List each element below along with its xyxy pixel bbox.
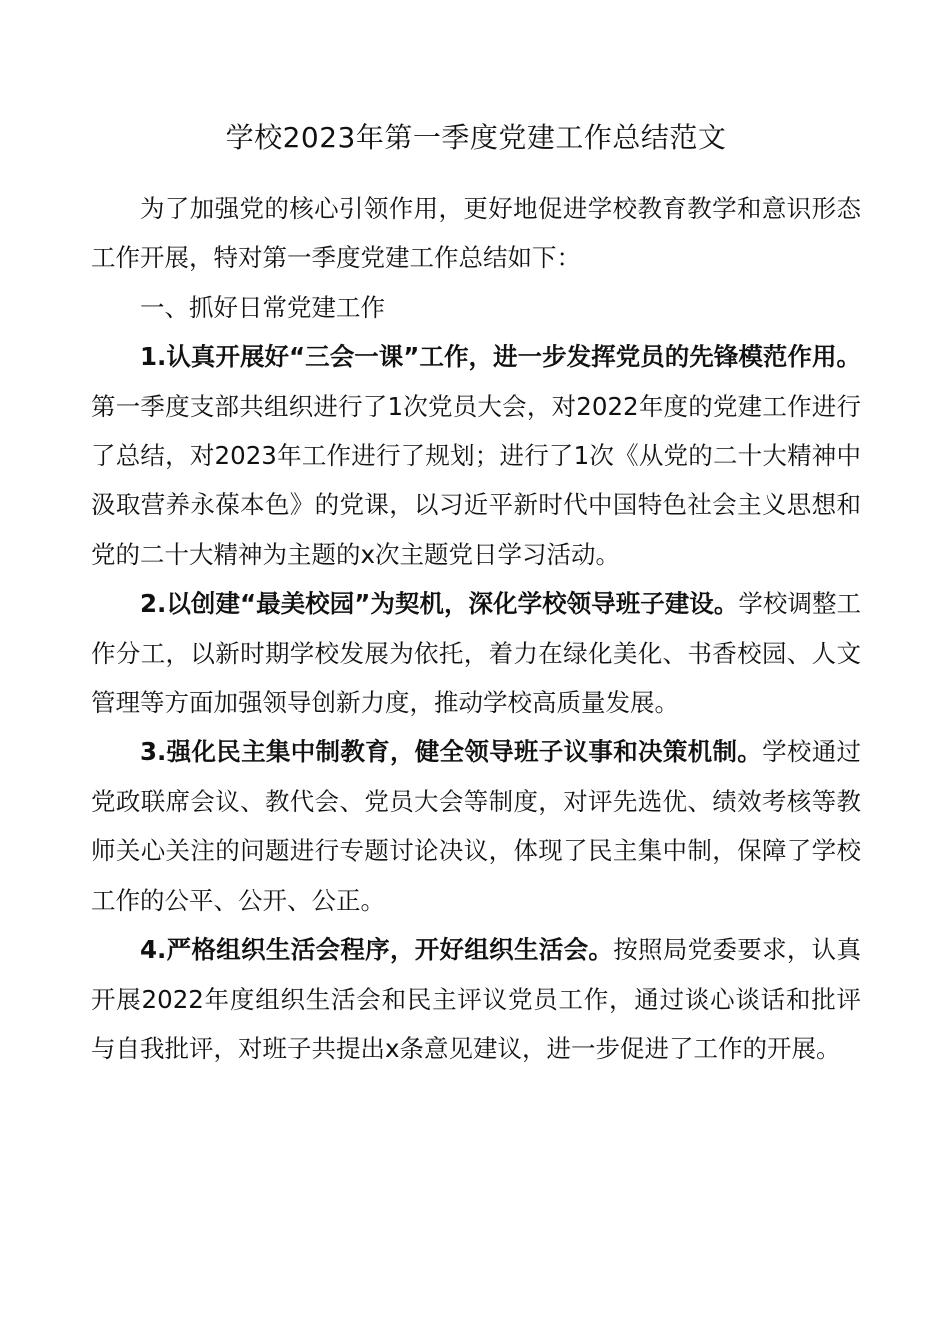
- item-lead-2: 2.以创建“最美校园”为契机，深化学校领导班子建设。: [140, 589, 739, 619]
- item-paragraph-2: [91, 579, 861, 727]
- item-lead-1: 1.认真开展好“三会一课”工作，进一步发挥党员的先锋模范作用。: [140, 342, 861, 372]
- document-title: 学校2023年第一季度党建工作总结范文: [225, 121, 727, 154]
- item-body-3: 学校通过党政联席会议、教代会、党员大会等制度，对评先选优、绩效考核等教师关心关注的问题进行专题讨论决议，体现了民主集中制，保障了学校工作的公平、公开、公正。: [91, 737, 862, 915]
- item-lead-4: 4.严格组织生活会程序，开好组织生活会。: [140, 935, 614, 965]
- item-body-2: 学校调整工作分工，以新时期学校发展为依托，着力在绿化美化、书香校园、人文管理等方面加强领导创新力度，推动学校高质量发展。: [91, 589, 862, 718]
- item-paragraph-3: [91, 727, 861, 925]
- document-page: [91, 112, 861, 1073]
- item-body-1: 第一季度支部共组织进行了1次党员大会，对2022年度的党建工作进行了总结，对2023年工作进行了规划；进行了1次《从党的二十大精神中汲取营养永葆本色》的党课，以习近平新时代中国特色社会主义思想和党的二十大精神为主题的x次主题党日学习活动。: [91, 391, 861, 569]
- item-paragraph-4: [91, 925, 861, 1073]
- item-body-4: 按照局党委要求，认真开展2022年度组织生活会和民主评议党员工作，通过谈心谈话和批评与自我批评，对班子共提出x条意见建议，进一步促进了工作的开展。: [91, 935, 861, 1063]
- section-heading: 一、抓好日常党建工作: [140, 292, 385, 322]
- item-lead-3: 3.强化民主集中制教育，健全领导班子议事和决策机制。: [140, 737, 763, 767]
- intro-paragraph: 为了加强党的核心引领作用，更好地促进学校教育教学和意识形态工作开展，特对第一季度党建工作总结如下：: [91, 194, 861, 273]
- item-paragraph-1: [91, 332, 861, 579]
